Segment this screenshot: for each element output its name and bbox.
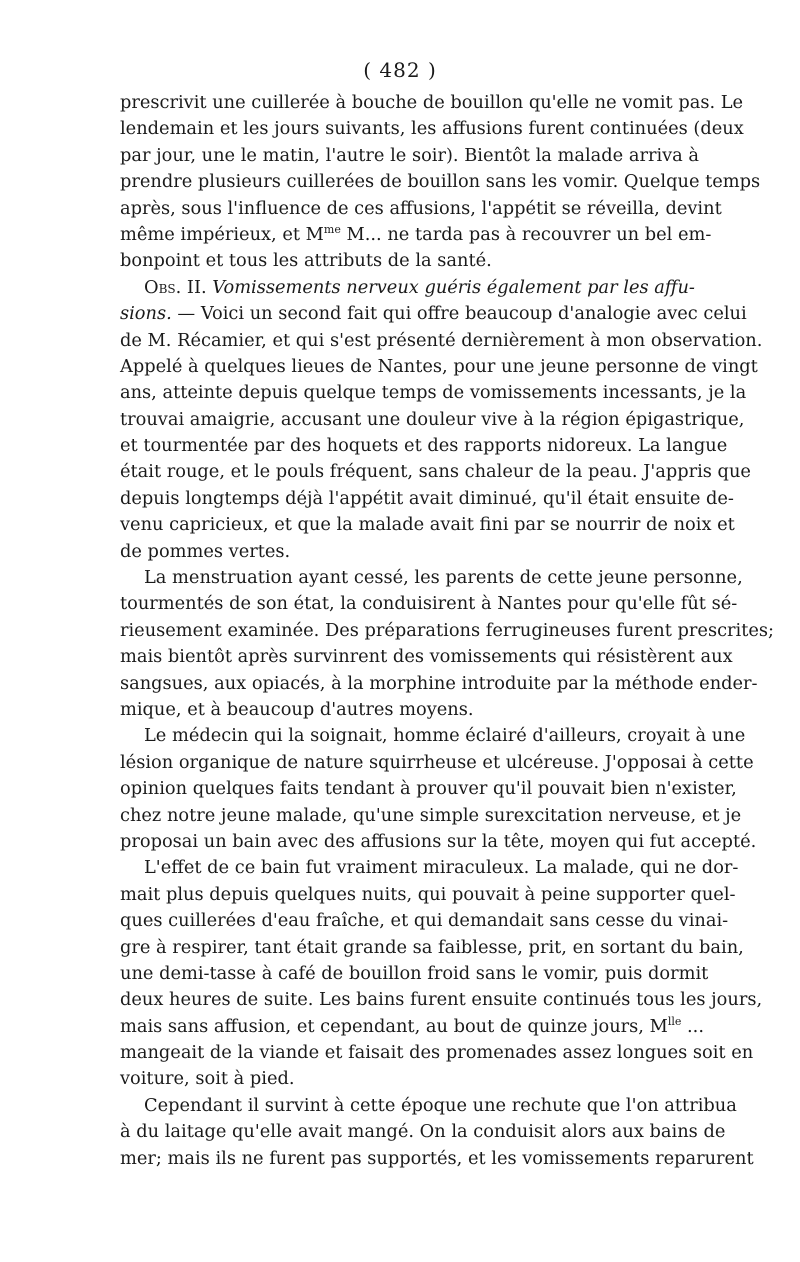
text-line: par jour, une le matin, l'autre le soir). Bientôt la malade arriva à bbox=[120, 144, 700, 166]
text-line bbox=[120, 222, 712, 248]
superscript: me bbox=[323, 223, 341, 237]
text-line: mangeait de la viande et faisait des promenades assez longues soit en bbox=[120, 1042, 754, 1064]
text-line: bonpoint et tous les attributs de la santé. bbox=[120, 250, 492, 272]
text-line: ans, atteinte depuis quelque temps de vomissements incessants, je la bbox=[120, 382, 747, 404]
text-line: voiture, soit à pied. bbox=[120, 1068, 295, 1090]
text-line: ques cuillerées d'eau fraîche, et qui demandait sans cesse du vinai- bbox=[120, 910, 729, 932]
text-line: Cependant il survint à cette époque une rechute que l'on attribua bbox=[144, 1094, 737, 1116]
text-line: une demi-tasse à café de bouillon froid sans le vomir, puis dormit bbox=[120, 962, 709, 984]
text-line: venu capricieux, et que la malade avait fini par se nourrir de noix et bbox=[120, 514, 735, 536]
text-line: opinion quelques faits tendant à prouver qu'il pouvait bien n'exister, bbox=[120, 778, 737, 800]
text-line: L'effet de ce bain fut vraiment miraculeux. La malade, qui ne dor- bbox=[144, 857, 739, 879]
body-text bbox=[120, 90, 774, 1172]
text-line: chez notre jeune malade, qu'une simple surexcitation nerveuse, et je bbox=[120, 804, 742, 826]
text-line bbox=[120, 1014, 704, 1040]
observation-heading-line bbox=[120, 275, 695, 301]
text-line: mer; mais ils ne furent pas supportés, et les vomissements reparurent bbox=[120, 1147, 754, 1169]
text-line: de pommes vertes. bbox=[120, 540, 291, 562]
text-fragment: — Voici un second fait qui offre beaucoup d'analogie avec celui bbox=[171, 303, 747, 325]
text-line: mait plus depuis quelques nuits, qui pouvait à peine supporter quel- bbox=[120, 883, 736, 905]
text-line: sangsues, aux opiacés, à la morphine introduite par la méthode ender- bbox=[120, 672, 758, 694]
text-line: lendemain et les jours suivants, les affusions furent continuées (deux bbox=[120, 118, 744, 140]
superscript: lle bbox=[667, 1014, 682, 1028]
text-fragment: mais sans affusion, et cependant, au bout de quinze jours, M bbox=[120, 1015, 668, 1037]
text-line: trouvai amaigrie, accusant une douleur vive à la région épigastrique, bbox=[120, 408, 745, 430]
text-line: Le médecin qui la soignait, homme éclairé d'ailleurs, croyait à une bbox=[144, 725, 746, 747]
text-line: depuis longtemps déjà l'appétit avait diminué, qu'il était ensuite de- bbox=[120, 487, 734, 509]
text-line: tourmentés de son état, la conduisirent à Nantes pour qu'elle fût sé- bbox=[120, 593, 738, 615]
text-line bbox=[120, 301, 747, 327]
text-fragment: même impérieux, et M bbox=[120, 223, 324, 245]
text-line: après, sous l'influence de ces affusions, l'appétit se réveilla, devint bbox=[120, 197, 722, 219]
text-line: de M. Récamier, et qui s'est présenté dernièrement à mon observation. bbox=[120, 329, 763, 351]
text-line: mique, et à beaucoup d'autres moyens. bbox=[120, 698, 474, 720]
text-line: gre à respirer, tant était grande sa faiblesse, prit, en sortant du bain, bbox=[120, 936, 744, 958]
observation-title-end: sions. bbox=[120, 303, 172, 325]
text-line: lésion organique de nature squirrheuse et ulcéreuse. J'opposai à cette bbox=[120, 751, 754, 773]
observation-title: Vomissements nerveux guéris également par les affu- bbox=[212, 276, 695, 298]
text-line: et tourmentée par des hoquets et des rapports nidoreux. La langue bbox=[120, 435, 728, 457]
text-line: prendre plusieurs cuillerées de bouillon sans les vomir. Quelque temps bbox=[120, 171, 761, 193]
text-fragment: ... bbox=[687, 1015, 704, 1037]
text-line: Appelé à quelques lieues de Nantes, pour une jeune personne de vingt bbox=[120, 355, 758, 377]
text-line: rieusement examinée. Des préparations ferrugineuses furent prescrites; bbox=[120, 619, 774, 641]
text-line: était rouge, et le pouls fréquent, sans chaleur de la peau. J'appris que bbox=[120, 461, 751, 483]
text-line: proposai un bain avec des affusions sur la tête, moyen qui fut accepté. bbox=[120, 830, 757, 852]
text-line: prescrivit une cuillerée à bouche de bouillon qu'elle ne vomit pas. Le bbox=[120, 92, 744, 113]
text-line: La menstruation ayant cessé, les parents de cette jeune personne, bbox=[144, 567, 743, 589]
text-line: mais bientôt après survinrent des vomissements qui résistèrent aux bbox=[120, 646, 733, 668]
page-number: ( 482 ) bbox=[363, 58, 437, 82]
observation-label: Obs. II. bbox=[144, 276, 207, 298]
text-fragment: M... ne tarda pas à recouvrer un bel em- bbox=[340, 223, 712, 245]
text-line: deux heures de suite. Les bains furent ensuite continués tous les jours, bbox=[120, 989, 763, 1011]
text-line: à du laitage qu'elle avait mangé. On la conduisit alors aux bains de bbox=[120, 1121, 726, 1143]
